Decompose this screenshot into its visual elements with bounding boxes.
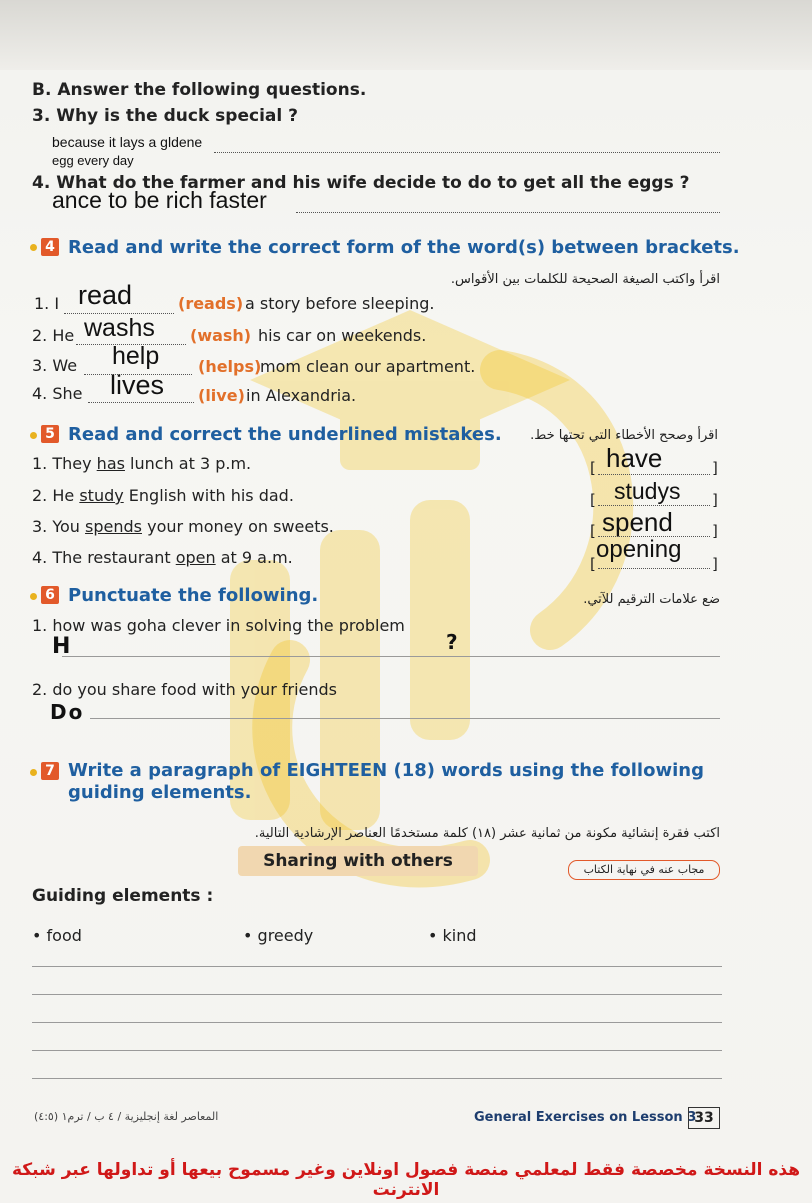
ex4-item-bracket: (wash)	[190, 326, 252, 345]
answer-note-badge: مجاب عنه في نهاية الكتاب	[568, 860, 720, 880]
exercise-6-title: Punctuate the following.	[68, 585, 319, 606]
ex5-item	[32, 517, 334, 536]
guiding-element: • kind	[428, 926, 477, 945]
answer-line	[598, 568, 710, 569]
ex4-item-answer: help	[112, 342, 160, 370]
writing-line	[32, 1050, 722, 1051]
exercise-7-arabic: اكتب فقرة إنشائية مكونة من ثمانية عشر (١٨) كلمة مستخدمًا العناصر الإرشادية التالية.	[254, 826, 720, 841]
ex4-item-prefix: 3. We	[32, 356, 78, 375]
ex5-item-pre: 2. He	[32, 486, 75, 505]
underlined-mistake: spends	[85, 517, 142, 536]
exercise-number: 7	[41, 762, 59, 780]
guiding-element-text: kind	[442, 926, 477, 945]
ex4-item-bracket: (live)	[198, 386, 245, 405]
ex5-item	[32, 548, 293, 567]
question-4: 4. What do the farmer and his wife decide to do to get all the eggs ?	[32, 173, 690, 193]
guiding-element: • food	[32, 926, 82, 945]
ex4-item-answer: lives	[110, 370, 165, 400]
ex4-item-rest: mom clean our apartment.	[260, 357, 476, 376]
bullet-dot	[30, 593, 37, 600]
answer-line	[296, 212, 720, 213]
exercise-6-arabic: ضع علامات الترقيم للآتي.	[583, 592, 720, 607]
answer-3-line2: egg every day	[52, 153, 134, 168]
top-shadow	[0, 0, 812, 70]
guiding-elements-label: Guiding elements :	[32, 886, 214, 906]
writing-line	[32, 1022, 722, 1023]
exercise-4-arabic: اقرأ واكتب الصيغة الصحيحة للكلمات بين الأقواس.	[450, 272, 720, 287]
ex4-item-bracket: (helps)	[198, 357, 262, 376]
answer-line	[214, 152, 720, 153]
writing-line	[32, 1078, 722, 1079]
ex6-answer-1-mark: ?	[446, 630, 458, 654]
bracket-open: [	[590, 522, 596, 540]
bullet-dot	[30, 432, 37, 439]
ex4-item-answer: washs	[84, 314, 155, 342]
ex6-answer-2: Do	[50, 700, 85, 724]
ex5-item-post: your money on sweets.	[147, 517, 334, 536]
underlined-mistake: open	[175, 548, 216, 567]
bullet-dot	[30, 244, 37, 251]
footer-lesson: General Exercises on Lesson 3	[474, 1110, 697, 1125]
page-number: 33	[688, 1107, 720, 1129]
answer-line	[598, 474, 710, 475]
exercise-number: 4	[41, 238, 59, 256]
ex5-item	[32, 486, 294, 505]
ex4-item-rest: in Alexandria.	[246, 386, 357, 405]
answer-line	[598, 505, 710, 506]
disclaimer-text: هذه النسخة مخصصة فقط لمعلمي منصة فصول اونلاين وغير مسموح بيعها أو تداولها عبر شبكة الانترنت	[11, 1160, 801, 1200]
guiding-element-text: food	[46, 926, 82, 945]
exercise-number: 6	[41, 586, 59, 604]
ex5-answer: spend	[602, 507, 673, 537]
exercise-7-title-line1: Write a paragraph of EIGHTEEN (18) words using the following	[68, 760, 704, 781]
topic-banner: Sharing with others	[238, 846, 478, 876]
ex4-item-rest: his car on weekends.	[258, 326, 427, 345]
ex4-item-prefix: 4. She	[32, 384, 83, 403]
ex4-item-answer: read	[78, 280, 133, 310]
ex5-item-pre: 1. They	[32, 454, 92, 473]
bracket-close: ]	[712, 491, 718, 509]
ex5-answer: have	[606, 443, 663, 473]
ex5-answer: studys	[614, 478, 681, 504]
ex4-item-prefix: 1. I	[34, 294, 60, 313]
exercise-7-title-line2: guiding elements.	[68, 782, 252, 803]
ex4-item-prefix: 2. He	[32, 326, 75, 345]
guiding-element-text: greedy	[257, 926, 314, 945]
answer-line	[88, 402, 194, 403]
ex4-item-bracket: (reads)	[178, 294, 244, 313]
footer-book-title: المعاصر لغة إنجليزية / ٤ ب / ترم١ (٤:٥)	[34, 1110, 219, 1123]
bracket-close: ]	[712, 555, 718, 573]
ex5-answer: opening	[596, 536, 682, 563]
exercise-number: 5	[41, 425, 59, 443]
answer-line	[62, 656, 720, 657]
ex6-answer-1: H	[52, 634, 71, 659]
ex6-question-1: 1. how was goha clever in solving the problem	[32, 616, 405, 635]
bracket-open: [	[590, 459, 596, 477]
answer-4: ance to be rich faster	[52, 187, 267, 213]
writing-line	[32, 966, 722, 967]
bracket-close: ]	[712, 459, 718, 477]
underlined-mistake: study	[79, 486, 124, 505]
ex5-item-pre: 3. You	[32, 517, 80, 536]
bracket-close: ]	[712, 522, 718, 540]
answer-line	[90, 718, 720, 719]
answer-3-line1: because it lays a gldene	[52, 134, 203, 150]
section-b-title: B. Answer the following questions.	[32, 80, 367, 100]
exercise-4-title: Read and write the correct form of the word(s) between brackets.	[68, 237, 740, 258]
bracket-open: [	[590, 491, 596, 509]
ex5-item-pre: 4. The restaurant	[32, 548, 171, 567]
writing-line	[32, 994, 722, 995]
ex5-item-post: at 9 a.m.	[220, 548, 293, 567]
ex5-item-post: English with his dad.	[128, 486, 294, 505]
exercise-5-arabic: اقرأ وصحح الأخطاء التي تحتها خط.	[530, 428, 718, 443]
exercise-5-title: Read and correct the underlined mistakes.	[68, 424, 502, 445]
ex5-item-post: lunch at 3 p.m.	[130, 454, 252, 473]
underlined-mistake: has	[96, 454, 125, 473]
bullet-dot	[30, 769, 37, 776]
ex6-question-2: 2. do you share food with your friends	[32, 680, 337, 699]
bracket-open: [	[590, 555, 596, 573]
question-3: 3. Why is the duck special ?	[32, 106, 298, 126]
ex5-item	[32, 454, 251, 473]
ex4-item-rest: a story before sleeping.	[245, 294, 435, 313]
guiding-element: • greedy	[243, 926, 314, 945]
